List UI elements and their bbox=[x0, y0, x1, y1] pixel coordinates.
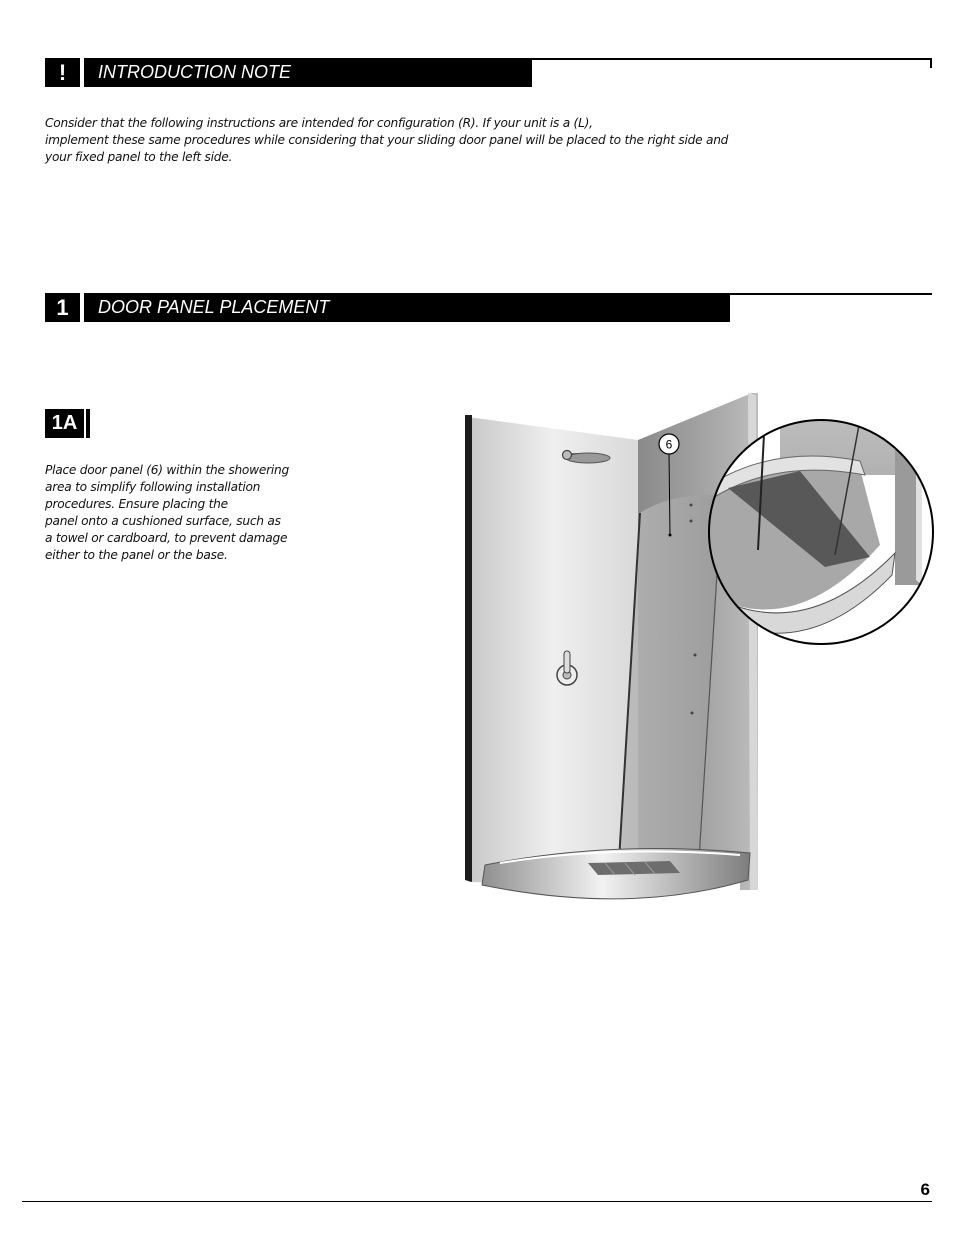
step-1a-badge bbox=[45, 409, 90, 438]
step-1a-line: area to simplify following installation bbox=[45, 480, 261, 494]
step-1a-line: Place door panel (6) within the showering bbox=[45, 463, 289, 477]
intro-header-tick bbox=[930, 58, 932, 68]
intro-title: INTRODUCTION NOTE bbox=[84, 58, 532, 87]
page-number: 6 bbox=[920, 1180, 930, 1199]
intro-header bbox=[45, 58, 932, 87]
intro-header-rule bbox=[532, 58, 932, 60]
intro-text bbox=[45, 115, 785, 166]
callout-6-label: 6 bbox=[665, 437, 673, 452]
step-1a-line: either to the panel or the base. bbox=[45, 548, 228, 562]
section-1-title: DOOR PANEL PLACEMENT bbox=[84, 293, 730, 322]
step-1a-line: panel onto a cushioned surface, such as bbox=[45, 514, 281, 528]
step-1a-line: a towel or cardboard, to prevent damage bbox=[45, 531, 288, 545]
step-1a-line: procedures. Ensure placing the bbox=[45, 497, 228, 511]
step-1a-text bbox=[45, 462, 345, 564]
step-1a-label: 1A bbox=[45, 409, 84, 438]
shower-illustration bbox=[440, 385, 940, 910]
section-1-header bbox=[45, 293, 932, 322]
intro-line: Consider that the following instructions are intended for configuration (R). If your unit is a (L), bbox=[45, 116, 593, 130]
intro-badge: ! bbox=[45, 58, 80, 87]
footer-rule bbox=[22, 1201, 932, 1202]
step-1a-badge-bar bbox=[86, 409, 90, 438]
intro-line: implement these same procedures while considering that your sliding door panel will be placed to the right side and bbox=[45, 133, 729, 147]
intro-line: your fixed panel to the left side. bbox=[45, 150, 233, 164]
section-1-number: 1 bbox=[45, 293, 80, 322]
left-wall-panel bbox=[465, 415, 638, 885]
section-1-header-rule bbox=[730, 293, 932, 295]
